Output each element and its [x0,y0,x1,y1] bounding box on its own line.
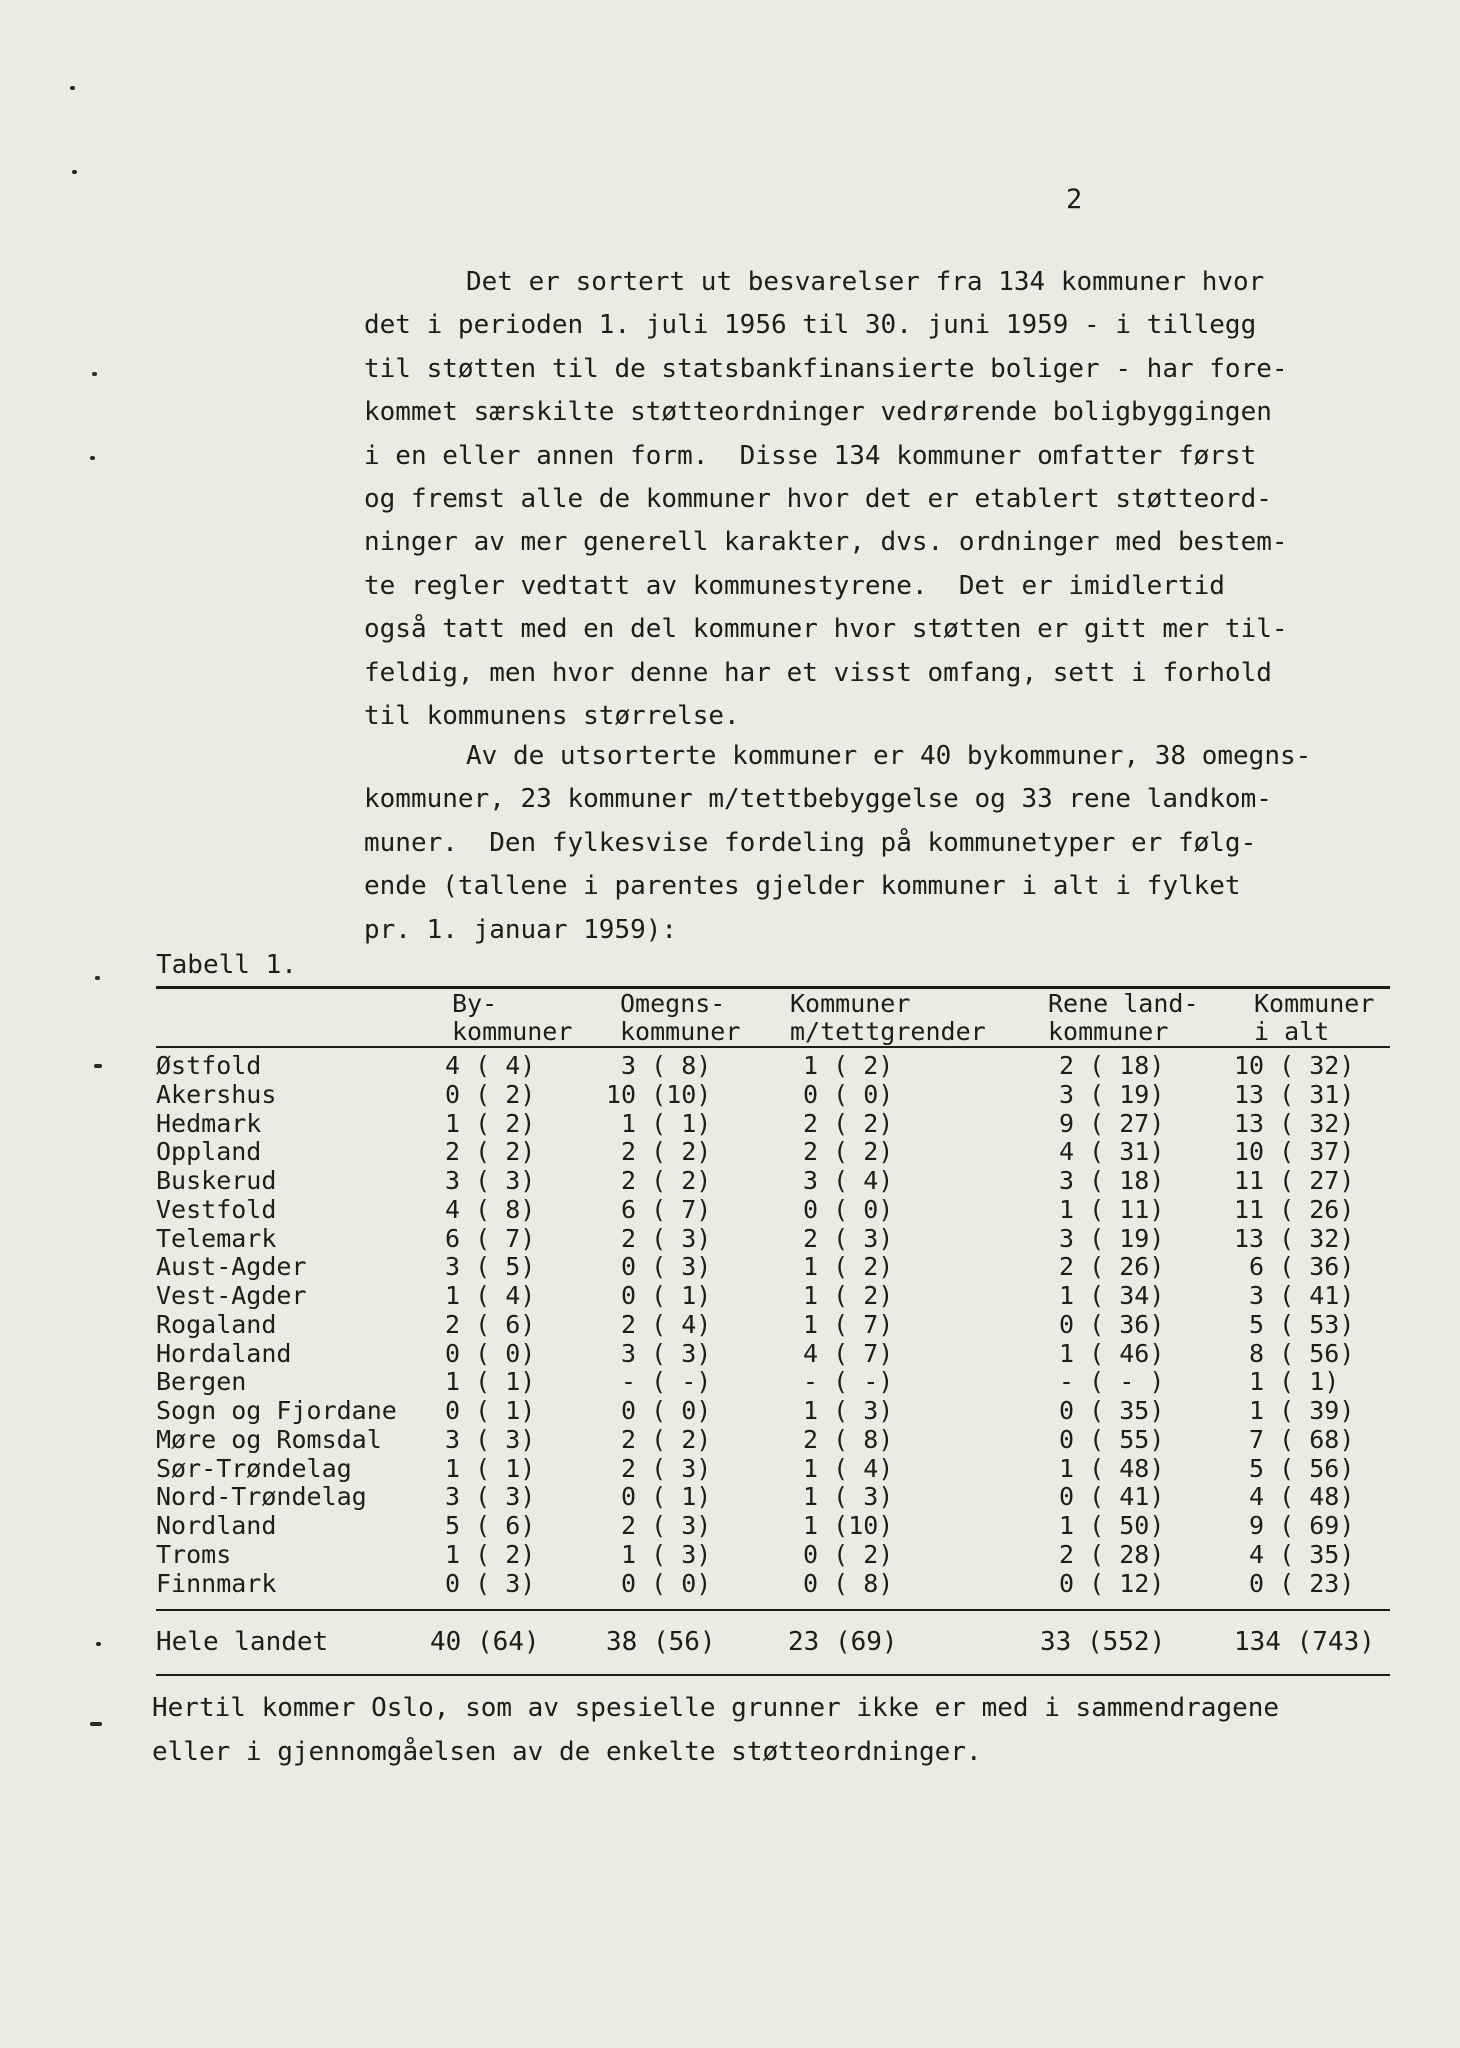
cell-i-alt: 10 ( 37) [1234,1137,1355,1167]
cell-i-alt: 10 ( 32) [1234,1051,1355,1080]
cell-omegnskommuner: 2 ( 3) [606,1223,712,1253]
cell-i-alt: 4 ( 35) [1234,1539,1355,1569]
text-line: Det er sortert ut besvarelser fra 134 kommuner hvor [466,267,1265,297]
cell-omegnskommuner: 2 ( 2) [606,1137,712,1167]
cell-tettgrender: 1 ( 4) [788,1453,894,1483]
header-line: Rene land- [1048,989,1199,1018]
cell-i-alt: 9 ( 69) [1234,1511,1355,1540]
cell-bykommuner: 40 (64) [430,1627,540,1657]
cell-omegnskommuner: 38 (56) [606,1627,716,1657]
column-header-omegnskommuner [620,990,740,1046]
cell-bykommuner: 3 ( 3) [430,1424,536,1454]
margin-mark [90,1722,102,1726]
cell-omegnskommuner: 1 ( 3) [606,1539,712,1569]
cell-tettgrender: 1 ( 3) [788,1482,894,1512]
text-line: ninger av mer generell karakter, dvs. ordninger med bestem- [364,527,1288,558]
page-number: 2 [1066,184,1083,215]
cell-omegnskommuner: 2 ( 2) [606,1166,712,1195]
cell-landkommuner: 3 ( 18) [1044,1166,1165,1195]
header-line: kommuner [620,1017,741,1046]
cell-landkommuner: - ( - ) [1044,1367,1165,1397]
column-header-tettgrender [790,990,986,1046]
cell-omegnskommuner: 2 ( 4) [606,1309,712,1339]
header-line: By- [452,989,498,1018]
margin-mark [72,170,77,174]
row-name: Finnmark [156,1568,277,1598]
cell-omegnskommuner: 3 ( 8) [606,1051,712,1080]
table-top-rule [156,986,1390,989]
row-name: Troms [156,1539,232,1569]
cell-tettgrender: 1 ( 2) [788,1051,894,1080]
cell-bykommuner: 0 ( 1) [430,1396,536,1425]
table-caption: Tabell 1. [156,950,297,980]
column-header-landkommuner [1048,990,1199,1046]
cell-i-alt: 1 ( 39) [1234,1396,1355,1425]
cell-landkommuner: 1 ( 11) [1044,1194,1165,1224]
cell-bykommuner: 3 ( 3) [430,1482,536,1512]
cell-bykommuner: 6 ( 7) [430,1223,536,1253]
cell-bykommuner: 0 ( 2) [430,1079,536,1109]
cell-tettgrender: 0 ( 0) [788,1079,894,1109]
cell-tettgrender: 1 ( 7) [788,1309,894,1339]
row-name: Nordland [156,1511,277,1540]
row-name: Aust-Agder [156,1252,307,1282]
cell-bykommuner: 1 ( 4) [430,1281,536,1310]
cell-bykommuner: 0 ( 3) [430,1568,536,1598]
text-line: til støtten til de statsbankfinansierte boliger - har fore- [364,353,1288,384]
cell-i-alt: 7 ( 68) [1234,1424,1355,1454]
cell-landkommuner: 0 ( 35) [1044,1396,1165,1425]
table-row [0,1541,1460,1570]
table-total-rule [156,1609,1390,1611]
header-line: m/tettgrender [790,1017,986,1046]
intro-paragraph [364,261,1364,738]
cell-tettgrender: 0 ( 2) [788,1539,894,1569]
text-line: eller i gjennomgåelsen av de enkelte støtteordninger. [152,1737,982,1767]
margin-mark [95,976,100,980]
header-line: i alt [1254,1017,1330,1046]
row-name: Akershus [156,1079,277,1109]
cell-landkommuner: 0 ( 36) [1044,1309,1165,1339]
cell-i-alt: 0 ( 23) [1234,1568,1355,1598]
table-row [0,1225,1460,1254]
text-line: muner. Den fylkesvise fordeling på kommunetyper er følg- [364,827,1257,858]
table-row [0,1081,1460,1110]
cell-landkommuner: 1 ( 46) [1044,1338,1165,1368]
row-name: Hele landet [156,1627,329,1657]
cell-tettgrender: 23 (69) [788,1627,898,1657]
cell-bykommuner: 0 ( 0) [430,1338,536,1368]
table-row [0,1368,1460,1397]
cell-landkommuner: 4 ( 31) [1044,1137,1165,1167]
header-line: Omegns- [620,989,726,1018]
cell-i-alt: 3 ( 41) [1234,1281,1355,1310]
row-name: Sør-Trøndelag [156,1453,352,1483]
cell-tettgrender: 2 ( 2) [788,1137,894,1167]
cell-bykommuner: 3 ( 3) [430,1166,536,1195]
row-name: Vest-Agder [156,1281,307,1310]
text-line: det i perioden 1. juli 1956 til 30. juni 1959 - i tillegg [364,310,1257,341]
row-name: Buskerud [156,1166,277,1195]
table-header-rule [156,1046,1390,1048]
cell-bykommuner: 1 ( 1) [430,1367,536,1397]
table-row [0,1311,1460,1340]
cell-bykommuner: 4 ( 4) [430,1051,536,1080]
row-name: Hordaland [156,1338,292,1368]
cell-omegnskommuner: 0 ( 0) [606,1396,712,1425]
row-name: Sogn og Fjordane [156,1396,397,1425]
table-row [0,1110,1460,1139]
cell-landkommuner: 2 ( 26) [1044,1252,1165,1282]
cell-omegnskommuner: 1 ( 1) [606,1108,712,1138]
margin-mark [70,86,75,90]
cell-i-alt: 13 ( 32) [1234,1108,1355,1138]
row-name: Vestfold [156,1194,277,1224]
text-line: feldig, men hvor denne har et visst omfang, sett i forhold [364,657,1272,688]
text-line: Hertil kommer Oslo, som av spesielle grunner ikke er med i sammendragene [152,1693,1280,1723]
cell-i-alt: 13 ( 31) [1234,1079,1355,1109]
cell-landkommuner: 0 ( 55) [1044,1424,1165,1454]
row-name: Bergen [156,1367,247,1397]
cell-tettgrender: 1 ( 2) [788,1252,894,1282]
table-row [0,1138,1460,1167]
cell-tettgrender: 2 ( 8) [788,1424,894,1454]
table-row [0,1167,1460,1196]
cell-bykommuner: 4 ( 8) [430,1194,536,1224]
row-name: Rogaland [156,1309,277,1339]
cell-landkommuner: 1 ( 34) [1044,1281,1165,1310]
cell-landkommuner: 0 ( 41) [1044,1482,1165,1512]
cell-tettgrender: 4 ( 7) [788,1338,894,1368]
table-row [0,1397,1460,1426]
cell-tettgrender: 0 ( 0) [788,1194,894,1224]
header-line: Kommuner [790,989,911,1018]
cell-bykommuner: 2 ( 6) [430,1309,536,1339]
text-line: Av de utsorterte kommuner er 40 bykommuner, 38 omegns- [466,741,1312,771]
cell-omegnskommuner: 3 ( 3) [606,1338,712,1368]
cell-omegnskommuner: 2 ( 3) [606,1511,712,1540]
cell-i-alt: 4 ( 48) [1234,1482,1355,1512]
table-row [0,1340,1460,1369]
table-row [0,1570,1460,1599]
margin-mark [90,456,95,460]
cell-bykommuner: 1 ( 2) [430,1539,536,1569]
text-line: i en eller annen form. Disse 134 kommuner omfatter først [364,440,1257,471]
row-name: Nord-Trøndelag [156,1482,367,1512]
cell-omegnskommuner: 0 ( 1) [606,1281,712,1310]
text-line: til kommunens størrelse. [364,700,740,731]
cell-bykommuner: 5 ( 6) [430,1511,536,1540]
cell-bykommuner: 1 ( 1) [430,1453,536,1483]
cell-landkommuner: 3 ( 19) [1044,1079,1165,1109]
table-row [0,1253,1460,1282]
cell-omegnskommuner: 0 ( 3) [606,1252,712,1282]
text-line: kommuner, 23 kommuner m/tettbebyggelse og 33 rene landkom- [364,784,1272,815]
text-line: pr. 1. januar 1959): [364,914,678,945]
table-body [0,1052,1460,1598]
cell-omegnskommuner: 2 ( 2) [606,1424,712,1454]
cell-omegnskommuner: - ( -) [606,1367,712,1397]
cell-landkommuner: 1 ( 50) [1044,1511,1165,1540]
column-header-i-alt [1254,990,1374,1046]
cell-i-alt: 134 (743) [1234,1627,1375,1657]
cell-i-alt: 6 ( 36) [1234,1252,1355,1282]
text-line: og fremst alle de kommuner hvor det er etablert støtteord- [364,483,1272,514]
table-row [0,1512,1460,1541]
cell-i-alt: 5 ( 53) [1234,1309,1355,1339]
table-bottom-rule [156,1674,1390,1676]
header-line: Kommuner [1254,989,1375,1018]
header-line: kommuner [452,1017,573,1046]
cell-tettgrender: 2 ( 3) [788,1223,894,1253]
cell-omegnskommuner: 6 ( 7) [606,1194,712,1224]
cell-tettgrender: 1 ( 2) [788,1281,894,1310]
footnote [152,1686,1279,1774]
cell-i-alt: 5 ( 56) [1234,1453,1355,1483]
table-row [0,1282,1460,1311]
cell-landkommuner: 0 ( 12) [1044,1568,1165,1598]
row-name: Telemark [156,1223,277,1253]
cell-tettgrender: 3 ( 4) [788,1166,894,1195]
cell-landkommuner: 9 ( 27) [1044,1108,1165,1138]
cell-tettgrender: 2 ( 2) [788,1108,894,1138]
cell-omegnskommuner: 10 (10) [606,1079,712,1109]
table-row [0,1052,1460,1081]
row-name: Møre og Romsdal [156,1424,382,1454]
cell-omegnskommuner: 0 ( 1) [606,1482,712,1512]
cell-bykommuner: 1 ( 2) [430,1108,536,1138]
table-row [0,1426,1460,1455]
text-line: kommet særskilte støtteordninger vedrørende boligbyggingen [364,397,1272,428]
row-name: Oppland [156,1137,262,1167]
table-row [0,1196,1460,1225]
distribution-paragraph [364,735,1364,952]
cell-i-alt: 11 ( 27) [1234,1166,1355,1195]
cell-tettgrender: 1 ( 3) [788,1396,894,1425]
text-line: ende (tallene i parentes gjelder kommuner i alt i fylket [364,871,1241,902]
table-total-row [0,1624,1460,1660]
cell-i-alt: 1 ( 1) [1234,1367,1340,1397]
table-row [0,1483,1460,1512]
cell-omegnskommuner: 2 ( 3) [606,1453,712,1483]
table-row [0,1455,1460,1484]
cell-landkommuner: 3 ( 19) [1044,1223,1165,1253]
cell-bykommuner: 2 ( 2) [430,1137,536,1167]
cell-i-alt: 11 ( 26) [1234,1194,1355,1224]
cell-landkommuner: 2 ( 28) [1044,1539,1165,1569]
row-name: Hedmark [156,1108,262,1138]
cell-landkommuner: 2 ( 18) [1044,1051,1165,1080]
cell-bykommuner: 3 ( 5) [430,1252,536,1282]
cell-i-alt: 8 ( 56) [1234,1338,1355,1368]
cell-landkommuner: 33 (552) [1040,1627,1166,1657]
row-name: Østfold [156,1051,262,1080]
cell-tettgrender: 1 (10) [788,1511,894,1540]
text-line: te regler vedtatt av kommunestyrene. Det er imidlertid [364,570,1225,601]
header-line: kommuner [1048,1017,1169,1046]
cell-tettgrender: - ( -) [788,1367,894,1397]
column-header-bykommuner [452,990,572,1046]
cell-omegnskommuner: 0 ( 0) [606,1568,712,1598]
cell-landkommuner: 1 ( 48) [1044,1453,1165,1483]
margin-mark [92,372,97,376]
cell-i-alt: 13 ( 32) [1234,1223,1355,1253]
text-line: også tatt med en del kommuner hvor støtten er gitt mer til- [364,614,1288,645]
cell-tettgrender: 0 ( 8) [788,1568,894,1598]
